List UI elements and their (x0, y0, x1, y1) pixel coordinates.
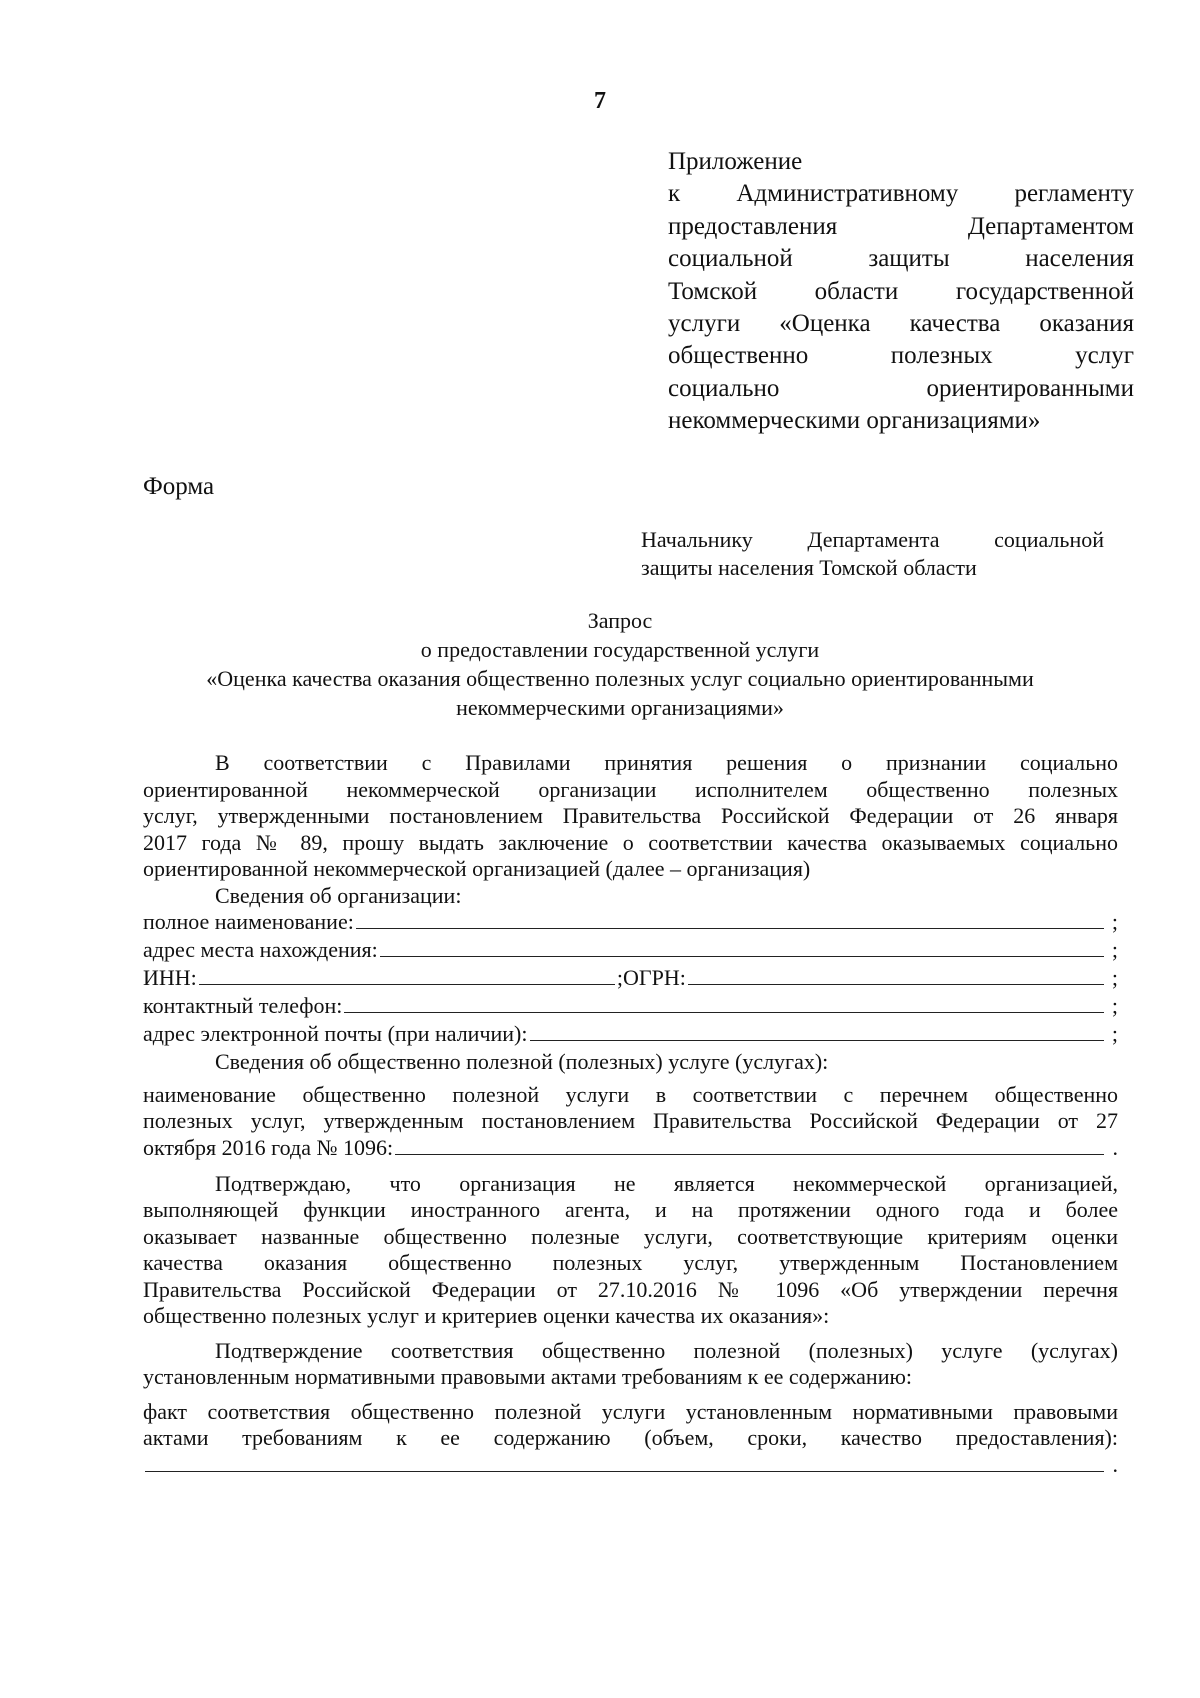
document-title (120, 606, 1120, 722)
confirm-line: Правительства Российской Федерации от 27.10.2016 № 1096 «Об утверждении перечня (143, 1276, 1118, 1302)
service-info-heading: Сведения об общественно полезной (полезных) услуге (услугах): (215, 1049, 829, 1074)
ogrn-label: ;ОГРН: (616, 965, 686, 990)
semicolon: ; (1111, 937, 1118, 962)
fact-line: актами требованиям к ее содержанию (объем, сроки, качество предоставления): (143, 1425, 1118, 1450)
compliance-paragraph (143, 1338, 1118, 1391)
email-blank[interactable] (530, 1022, 1105, 1041)
confirm-line: качества оказания общественно полезных услуг, утвержденным Постановлением (143, 1250, 1118, 1275)
intro-line: В соответствии с Правилами принятия решения о признании социально (215, 750, 1118, 775)
confirm-paragraph (143, 1171, 1118, 1330)
addressee-line: защиты населения Томской области (641, 555, 977, 580)
addressee-line: Начальнику Департамента социальной (641, 527, 1104, 552)
fact-paragraph (143, 1399, 1118, 1452)
fact-field (143, 1452, 1118, 1480)
service-name-label: октября 2016 года № 1096: (143, 1134, 394, 1160)
appendix-line: предоставления Департаментом (668, 212, 1134, 240)
full-name-field (143, 909, 1118, 937)
compliance-line: установленным нормативными правовыми актами требованиям к ее содержанию: (143, 1364, 913, 1389)
phone-field (143, 993, 1118, 1021)
confirm-line: Подтверждаю, что организация не является некоммерческой организацией, (215, 1170, 1118, 1196)
inn-label: ИНН: (143, 965, 197, 990)
compliance-line: Подтверждение соответствия общественно полезной (полезных) услуге (услугах) (215, 1337, 1118, 1363)
page-number: 7 (594, 88, 606, 114)
semicolon: ; (1111, 1021, 1118, 1046)
semicolon: ; (1111, 909, 1118, 934)
document-body (143, 750, 1118, 1480)
phone-label: контактный телефон: (143, 993, 343, 1018)
title-line: «Оценка качества оказания общественно полезных услуг социально ориентированными (206, 666, 1034, 691)
ogrn-blank[interactable] (688, 966, 1104, 985)
period: . (1112, 1134, 1118, 1160)
appendix-line: общественно полезных услуг (668, 342, 1134, 370)
service-name-line: полезных услуг, утвержденным постановлением Правительства Российской Федерации от 27 (143, 1108, 1118, 1133)
addressee-block (641, 526, 1104, 582)
appendix-line: к Административному регламенту (668, 180, 1134, 208)
intro-line: ориентированной некоммерческой организации исполнителем общественно полезных (143, 776, 1118, 802)
phone-blank[interactable] (344, 994, 1104, 1013)
inn-ogrn-field (143, 965, 1118, 993)
service-name-line: наименование общественно полезной услуги в соответствии с перечнем общественно (143, 1081, 1118, 1107)
fact-line: факт соответствия общественно полезной услуги установленным нормативными правовыми (143, 1398, 1118, 1424)
intro-paragraph (143, 750, 1118, 883)
confirm-line: выполняющей функции иностранного агента, и на протяжении одного года и более (143, 1197, 1118, 1222)
full-name-label: полное наименование: (143, 909, 354, 934)
email-field (143, 1021, 1118, 1049)
org-info-heading: Сведения об организации: (215, 882, 462, 908)
address-blank[interactable] (380, 938, 1104, 957)
title-line: Запрос (587, 608, 653, 633)
service-name-blank[interactable] (395, 1136, 1104, 1155)
email-label: адрес электронной почты (при наличии): (143, 1021, 528, 1046)
appendix-line: некоммерческими организациями» (668, 407, 1041, 435)
confirm-line: общественно полезных услуг и критериев оценки качества их оказания»: (143, 1303, 830, 1328)
appendix-line: социально ориентированными (668, 374, 1134, 402)
full-name-blank[interactable] (356, 910, 1104, 929)
appendix-line: услуги «Оценка качества оказания (668, 310, 1134, 338)
service-name-paragraph (143, 1082, 1118, 1135)
period: . (1112, 1451, 1118, 1477)
inn-blank[interactable] (199, 966, 615, 985)
address-field (143, 937, 1118, 965)
semicolon: ; (1111, 965, 1118, 990)
appendix-line: Приложение (668, 148, 803, 175)
title-line: некоммерческими организациями» (456, 695, 784, 720)
title-line: о предоставлении государственной услуги (420, 637, 820, 662)
intro-line: ориентированной некоммерческой организацией (далее – организация) (143, 856, 811, 881)
appendix-block (668, 146, 1134, 438)
intro-line: 2017 года № 89, прошу выдать заключение о соответствии качества оказываемых социально (143, 829, 1118, 855)
semicolon: ; (1111, 993, 1118, 1018)
address-label: адрес места нахождения: (143, 937, 378, 962)
appendix-line: Томской области государственной (668, 277, 1134, 305)
appendix-line: социальной защиты населения (668, 245, 1134, 273)
form-label: Форма (143, 473, 215, 500)
fact-blank[interactable] (145, 1453, 1104, 1472)
intro-line: услуг, утвержденными постановлением Правительства Российской Федерации от 26 января (143, 803, 1118, 828)
service-name-field (143, 1135, 1118, 1163)
confirm-line: оказывает названные общественно полезные услуги, соответствующие критериям оценки (143, 1223, 1118, 1249)
